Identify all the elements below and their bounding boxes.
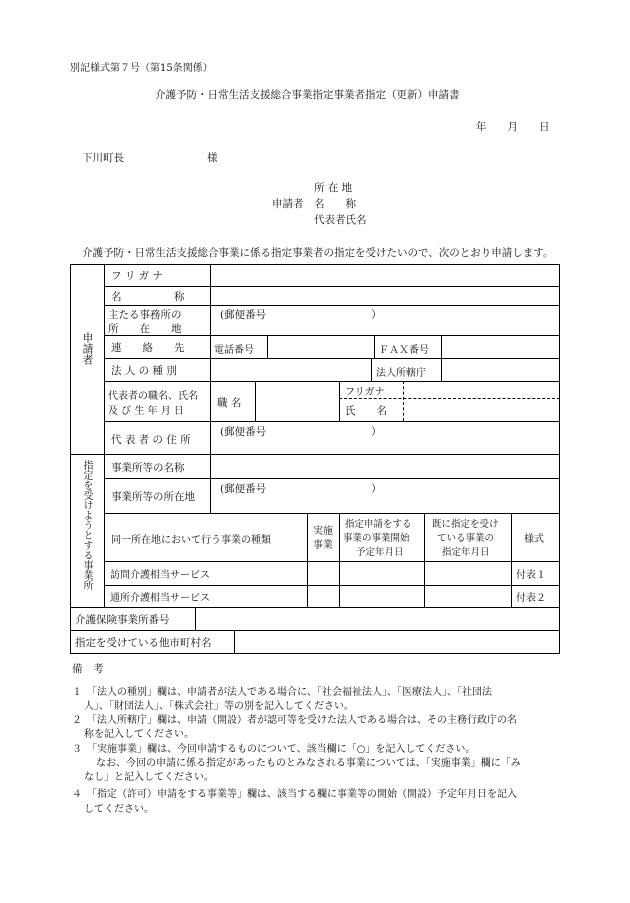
- note-2-cont: 称を記入してください。: [84, 729, 194, 740]
- rep-address-label: 代 表 者 の 住 所: [111, 434, 191, 446]
- rep-name-label: 氏 名: [345, 405, 387, 417]
- start-header-2: 事業の事業開始: [343, 533, 410, 544]
- document-title: 介護予防・日常生活支援総合事業指定事業者指定（更新）申請書: [155, 89, 460, 101]
- rep-furigana-label: フリガナ: [345, 387, 385, 398]
- note-1-cont: 人」、「財団法人」、「株式会社」等の別を記入してください。: [84, 701, 354, 712]
- honorific: 様: [207, 152, 218, 164]
- applicant-label: 申請者: [272, 198, 304, 210]
- service-day-care: 通所介護相当サービス: [110, 593, 210, 604]
- furigana-label: フ リ ガ ナ: [111, 270, 164, 282]
- service-home-visit-form: 付表１: [516, 570, 546, 581]
- rep-info-label-2: 及 び 生 年 月 日: [108, 406, 184, 417]
- applicant-rep-label: 代表者氏名: [314, 214, 367, 226]
- note-2: ２ 「法人所轄庁」欄は、申請（開設）者が認可等を受けた法人である場合は、その主務行政庁の名: [72, 715, 517, 726]
- tel-label: 電話番号: [214, 345, 254, 356]
- note-3-cont: なお、今回の申請に係る指定があったものとみなされる事業については、「実施事業」欄に「み: [96, 758, 521, 769]
- intro-text: 介護予防・日常生活支援総合事業に係る指定事業者の指定を受けたいので、次のとおり申請します。: [82, 247, 554, 259]
- office-address-label: 事業所等の所在地: [111, 491, 195, 503]
- note-3: ３ 「実施事業」欄は、今回申請するものについて、該当欄に「○」を記入してください。: [72, 744, 476, 755]
- format-header: 様式: [524, 534, 544, 545]
- rep-info-label-1: 代表者の職名、氏名: [108, 391, 198, 402]
- service-day-care-form: 付表２: [516, 593, 546, 604]
- note-1: １ 「法人の種別」欄は、申請者が法人である場合に、「社会福祉法人」、「医療法人」、「社団法: [72, 687, 492, 698]
- contact-label: 連 絡 先: [111, 342, 185, 354]
- service-home-visit: 訪問介護相当サービス: [110, 570, 210, 581]
- office-address-postal: (郵便番号 ）: [220, 483, 382, 495]
- corp-type-label: 法 人 の 種 別: [111, 365, 177, 377]
- applicant-name-label: 名 称: [314, 198, 356, 210]
- applicant-address-label: 所 在 地: [314, 182, 353, 194]
- note-4: ４ 「指定（許可）申請をする事業等」欄は、該当する欄に事業等の開始（開設）予定年月日を記入: [72, 789, 517, 800]
- rep-address-postal: (郵便番号 ）: [220, 426, 382, 438]
- fax-label: ＦＡＸ番号: [379, 345, 429, 356]
- start-header-1: 指定申請をする: [345, 519, 412, 530]
- recipient: 下川町長: [82, 152, 124, 164]
- form-id: 別記様式第７号（第15条関係）: [70, 63, 213, 74]
- date-field: 年 月 日: [476, 121, 550, 133]
- insurance-number-label: 介護保険事業所番号: [75, 614, 170, 626]
- note-4-cont: してください。: [84, 804, 154, 815]
- name-label: 名 称: [111, 291, 185, 303]
- section-office-label: 指定を受けようとする事業所: [81, 460, 92, 590]
- main-office-label-1: 主たる事務所の: [108, 309, 182, 321]
- main-office-postal: (郵便番号 ）: [220, 309, 382, 321]
- already-header-1: 既に指定を受け: [432, 519, 499, 530]
- services-header: 同一所在地において行う事業の種類: [111, 535, 271, 546]
- main-office-label-2: 所 在 地: [108, 323, 182, 335]
- office-name-label: 事業所等の名称: [111, 462, 185, 474]
- impl-header-1: 実施: [313, 526, 333, 537]
- start-header-3: 予定年月日: [356, 547, 404, 558]
- job-title-label: 職 名: [217, 397, 242, 409]
- impl-header-2: 事業: [313, 540, 333, 551]
- corp-agency-label: 法人所轄庁: [376, 368, 426, 379]
- other-cities-label: 指定を受けている他市町村名: [75, 637, 212, 649]
- section-applicant-label: 申請者: [81, 332, 94, 365]
- already-header-3: 指定年月日: [442, 547, 490, 558]
- note-3-cont-2: なし」と記入してください。: [84, 772, 214, 783]
- already-header-2: ている事業の: [437, 533, 495, 544]
- notes-title: 備 考: [72, 663, 104, 675]
